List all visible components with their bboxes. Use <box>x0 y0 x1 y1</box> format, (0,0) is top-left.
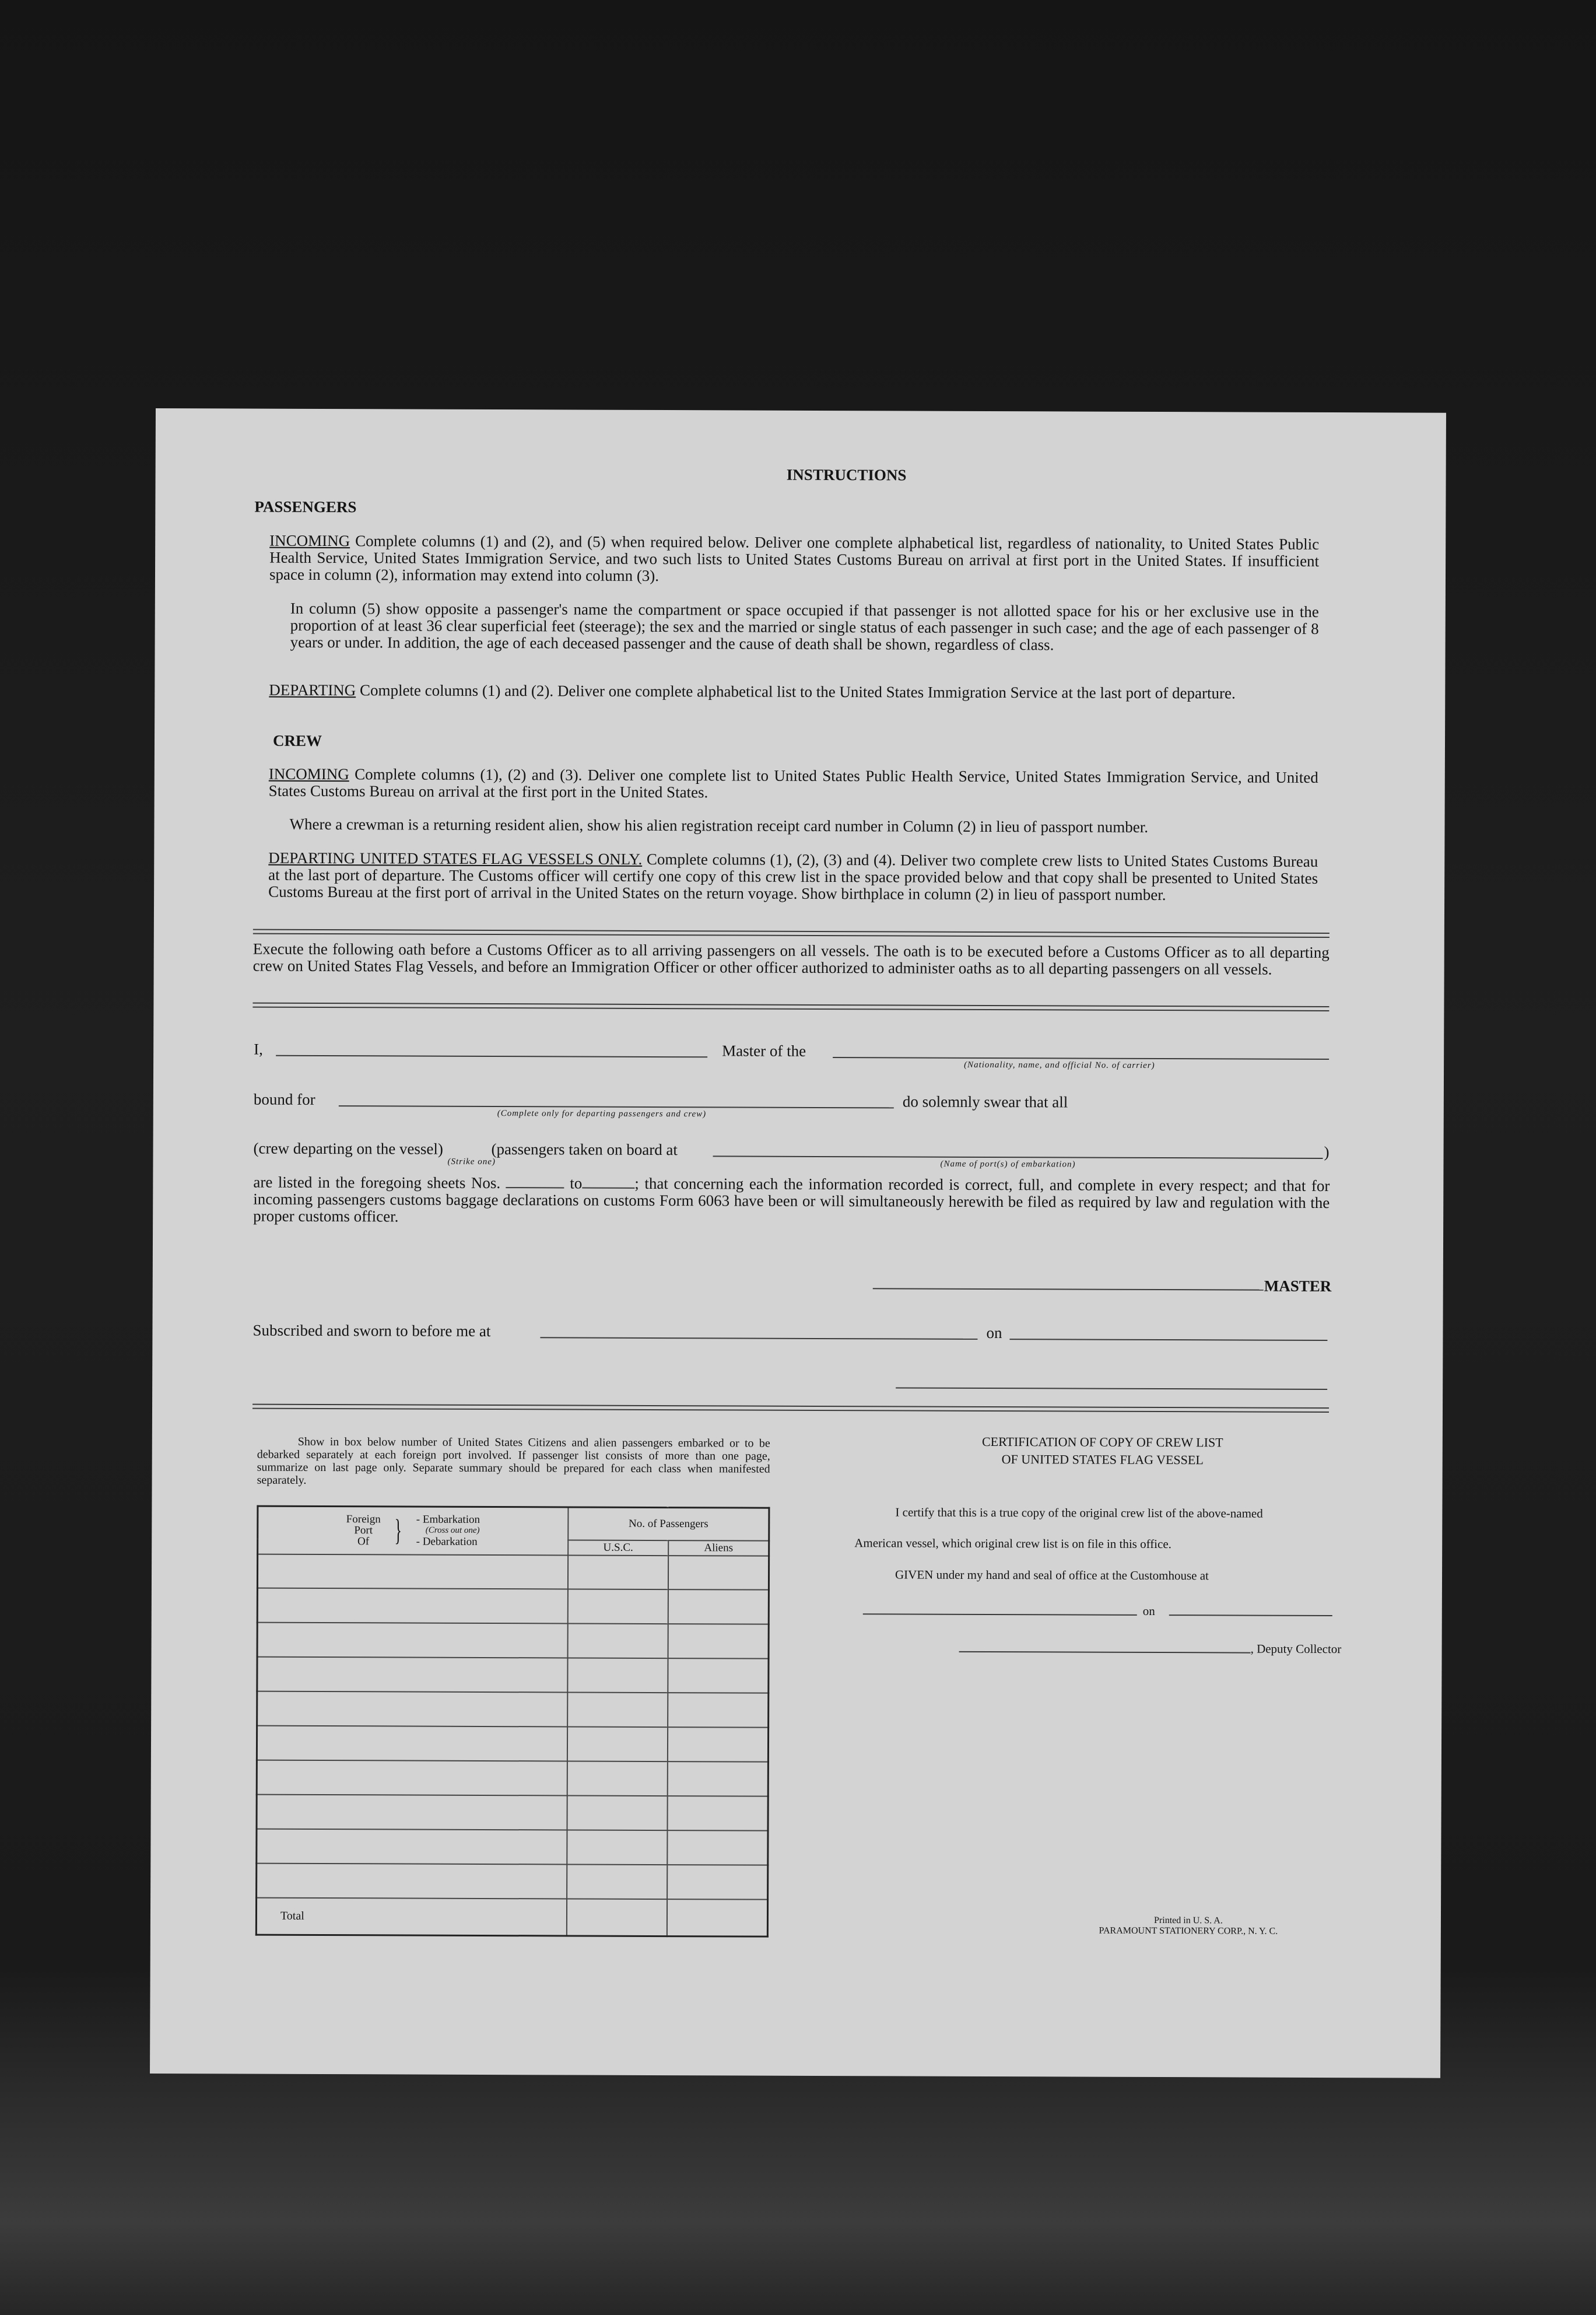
total-row <box>256 1897 767 1936</box>
master-of-label: Master of the <box>722 1042 806 1060</box>
port-cell[interactable] <box>257 1691 568 1727</box>
aliens-cell[interactable] <box>668 1624 769 1658</box>
swear-text: do solemnly swear that all <box>902 1092 1068 1111</box>
subscribed-date-field[interactable] <box>1009 1339 1327 1341</box>
table-row <box>257 1794 768 1830</box>
instructions-title: INSTRUCTIONS <box>786 465 907 484</box>
usc-cell[interactable] <box>568 1624 668 1658</box>
certification-title-line2: OF UNITED STATES FLAG VESSEL <box>1001 1452 1204 1468</box>
port-cell[interactable] <box>257 1588 568 1624</box>
port-cell[interactable] <box>257 1726 567 1761</box>
crew-heading: CREW <box>272 731 322 750</box>
nationality-hint: (Nationality, name, and official No. of carrier) <box>964 1060 1155 1070</box>
deputy-signature-line[interactable] <box>959 1651 1251 1654</box>
aliens-cell[interactable] <box>668 1556 769 1590</box>
master-signature-line[interactable] <box>873 1288 1264 1290</box>
table-row <box>257 1760 768 1796</box>
usc-cell[interactable] <box>567 1693 668 1727</box>
crew-incoming-text: Complete columns (1), (2) and (3). Deliver one complete list to United States Public Health Service, United States Immigration Service, and United States Customs Bureau on arrival at the first port in the United States. <box>268 765 1318 801</box>
port-cell[interactable] <box>257 1554 568 1589</box>
vessel-field[interactable] <box>833 1057 1329 1060</box>
table-row <box>257 1657 769 1693</box>
port-header <box>258 1506 569 1555</box>
aliens-header: Aliens <box>668 1540 769 1556</box>
aliens-cell[interactable] <box>667 1796 768 1830</box>
given-text: GIVEN under my hand and seal of office at the Customhouse at <box>895 1567 1209 1583</box>
oath-intro: Execute the following oath before a Customs Officer as to all arriving passengers on all vessels. The oath is to be executed before a Customs Officer as to all departing crew on United States Flag Vessels, and before an Immigration Officer or other officer authorized to administer oaths as to all departing passengers on all vessels. <box>252 940 1330 978</box>
printer-imprint <box>1048 1915 1328 1937</box>
port-cell[interactable] <box>257 1623 568 1658</box>
certification-date-field[interactable] <box>1169 1614 1332 1616</box>
divider-oath <box>252 1003 1329 1011</box>
passengers-heading: PASSENGERS <box>254 498 357 516</box>
bound-for-field[interactable] <box>339 1105 894 1108</box>
ports-hint: (Name of port(s) of embarkation) <box>940 1159 1076 1169</box>
debarkation-label: - Debarkation <box>416 1535 478 1549</box>
table-row <box>257 1726 768 1762</box>
subscribed-label: Subscribed and sworn to before me at <box>252 1321 491 1340</box>
passenger-summary-table <box>255 1505 770 1938</box>
departing-text: Complete columns (1) and (2). Deliver one complete alphabetical list to the United States Immigration Service at the last port of departure. <box>359 681 1236 702</box>
foreign-label: Foreign <box>346 1513 381 1526</box>
foreign-port-of <box>346 1514 381 1547</box>
passengers-incoming-paragraph <box>269 533 1319 587</box>
passengers-departing-paragraph <box>269 682 1318 702</box>
i-label: I, <box>254 1040 263 1058</box>
departing-flag-paragraph <box>268 850 1318 904</box>
certification-on-label: on <box>1142 1603 1155 1618</box>
total-usc-cell[interactable] <box>567 1899 667 1936</box>
master-label: MASTER <box>1264 1277 1332 1295</box>
crew-incoming-paragraph <box>269 766 1318 803</box>
sheets-paragraph <box>253 1174 1330 1228</box>
customhouse-field[interactable] <box>863 1613 1137 1616</box>
port-label: Port <box>354 1524 373 1537</box>
usc-cell[interactable] <box>568 1555 668 1589</box>
subscribed-place-field[interactable] <box>540 1337 977 1340</box>
aliens-cell[interactable] <box>667 1865 768 1900</box>
crew-incoming-label: INCOMING <box>268 765 349 783</box>
table-header-row <box>258 1506 769 1540</box>
departing-label: DEPARTING <box>269 681 356 699</box>
usc-cell[interactable] <box>567 1830 667 1864</box>
usc-cell[interactable] <box>567 1795 667 1830</box>
divider-upper <box>253 929 1330 938</box>
total-label: Total <box>256 1897 567 1936</box>
departing-flag-text: Complete columns (1), (2), (3) and (4). Deliver two complete crew lists to United States Customs Bureau at the last port of departure. The Customs officer will certify one copy of this crew list in the space provided below and that copy shall be presented to United States Customs Bureau at the first port of arrival in the United States on the return voyage. Show birthplace in column (2) in lieu of passport number. <box>268 850 1318 904</box>
bound-for-hint: (Complete only for departing passengers and crew) <box>497 1109 707 1119</box>
subscribed-on-label: on <box>986 1323 1002 1342</box>
of-label: Of <box>357 1535 370 1548</box>
summary-intro: Show in box below number of United States Citizens and alien passengers embarked or to be debarked separately at each foreign port involved. If passenger list consists of more than one page, summarize on last page only. Separate summary should be prepared for each class when manifested separately. <box>257 1435 770 1487</box>
certification-title <box>934 1433 1272 1469</box>
no-passengers-header: No. of Passengers <box>568 1507 769 1540</box>
incoming-text: Complete columns (1) and (2), and (5) when required below. Deliver one complete alphabetical list, regardless of nationality, to United States Public Health Service, United States Immigration Service, and two such lists to United States Customs Bureau on arrival at first port in the United States. If insufficient space in column (2), information may extend into column (3). <box>269 532 1320 585</box>
crewman-paragraph: Where a crewman is a returning resident alien, show his alien registration receipt card number in Column (2) in lieu of passport number. <box>289 815 1149 836</box>
table-row <box>257 1691 769 1728</box>
ports-field[interactable] <box>713 1155 1323 1159</box>
sheets-to-field[interactable] <box>582 1177 634 1189</box>
port-cell[interactable] <box>257 1794 567 1830</box>
port-cell[interactable] <box>257 1760 567 1795</box>
embark-options <box>416 1514 480 1547</box>
aliens-cell[interactable] <box>668 1658 769 1693</box>
table-row <box>257 1863 768 1899</box>
sheets-text: ; that concerning each the information recorded is correct, full, and complete in every respect; and that for incoming passengers customs baggage declarations on customs Form 6063 have been or will simultaneously herewith be filed as required by law and regulation with the proper customs officer. <box>253 1174 1330 1225</box>
table-row <box>257 1623 769 1659</box>
certification-title-line1: CERTIFICATION OF COPY OF CREW LIST <box>981 1434 1223 1450</box>
crew-departing-text: (crew departing on the vessel) <box>253 1139 443 1158</box>
aliens-cell[interactable] <box>668 1727 769 1761</box>
form-page <box>150 408 1446 2078</box>
departing-flag-label: DEPARTING UNITED STATES FLAG VESSELS ONLY. <box>268 849 643 868</box>
strike-hint: (Strike one) <box>447 1157 496 1167</box>
officer-signature-line[interactable] <box>896 1387 1327 1390</box>
incoming-label: INCOMING <box>269 531 350 550</box>
deputy-collector-label: , Deputy Collector <box>1250 1641 1342 1656</box>
usc-cell[interactable] <box>567 1761 668 1795</box>
port-cell[interactable] <box>257 1863 567 1899</box>
bound-for-label: bound for <box>253 1090 315 1108</box>
close-paren: ) <box>1324 1143 1330 1161</box>
total-aliens-cell[interactable] <box>667 1899 768 1937</box>
column5-paragraph: In column (5) show opposite a passenger's name the compartment or space occupied if that passenger is not allotted space for his or her exclusive use in the proportion of at least 36 clear superficial feet (steerage); the sex and the married or single status of each passenger in such case; and the age of each passenger of 8 years or under. In addition, the age of each deceased passenger and the cause of death shall be shown, regardless of class. <box>290 599 1319 654</box>
american-vessel-text: American vessel, which original crew list is on file in this office. <box>854 1536 1171 1551</box>
cross-out-hint: (Cross out one) <box>425 1525 480 1536</box>
printed-in-usa: Printed in U. S. A. <box>1154 1915 1223 1926</box>
sheets-label: are listed in the foregoing sheets Nos. <box>253 1173 501 1192</box>
divider-lower <box>252 1404 1329 1413</box>
certify-text: I certify that this is a true copy of the original crew list of the above-named <box>895 1505 1263 1521</box>
usc-cell[interactable] <box>567 1864 667 1899</box>
port-cell[interactable] <box>257 1829 567 1864</box>
to-label: to <box>570 1174 583 1192</box>
aliens-cell[interactable] <box>668 1761 769 1796</box>
usc-cell[interactable] <box>567 1726 668 1761</box>
printer-name: PARAMOUNT STATIONERY CORP., N. Y. C. <box>1099 1925 1278 1936</box>
usc-header: U.S.C. <box>568 1540 668 1556</box>
brace-icon: } <box>394 1514 402 1547</box>
master-name-field[interactable] <box>276 1055 707 1058</box>
usc-cell[interactable] <box>567 1658 668 1693</box>
table-row <box>257 1588 769 1624</box>
sheets-from-field[interactable] <box>506 1176 564 1188</box>
aliens-cell[interactable] <box>667 1830 768 1865</box>
table-row <box>257 1554 769 1590</box>
passengers-taken-text: (passengers taken on board at <box>491 1140 678 1159</box>
usc-cell[interactable] <box>568 1589 668 1624</box>
table-row <box>257 1829 768 1865</box>
port-cell[interactable] <box>257 1657 568 1693</box>
aliens-cell[interactable] <box>668 1589 769 1624</box>
aliens-cell[interactable] <box>668 1693 769 1727</box>
embarkation-label: - Embarkation <box>416 1513 480 1526</box>
